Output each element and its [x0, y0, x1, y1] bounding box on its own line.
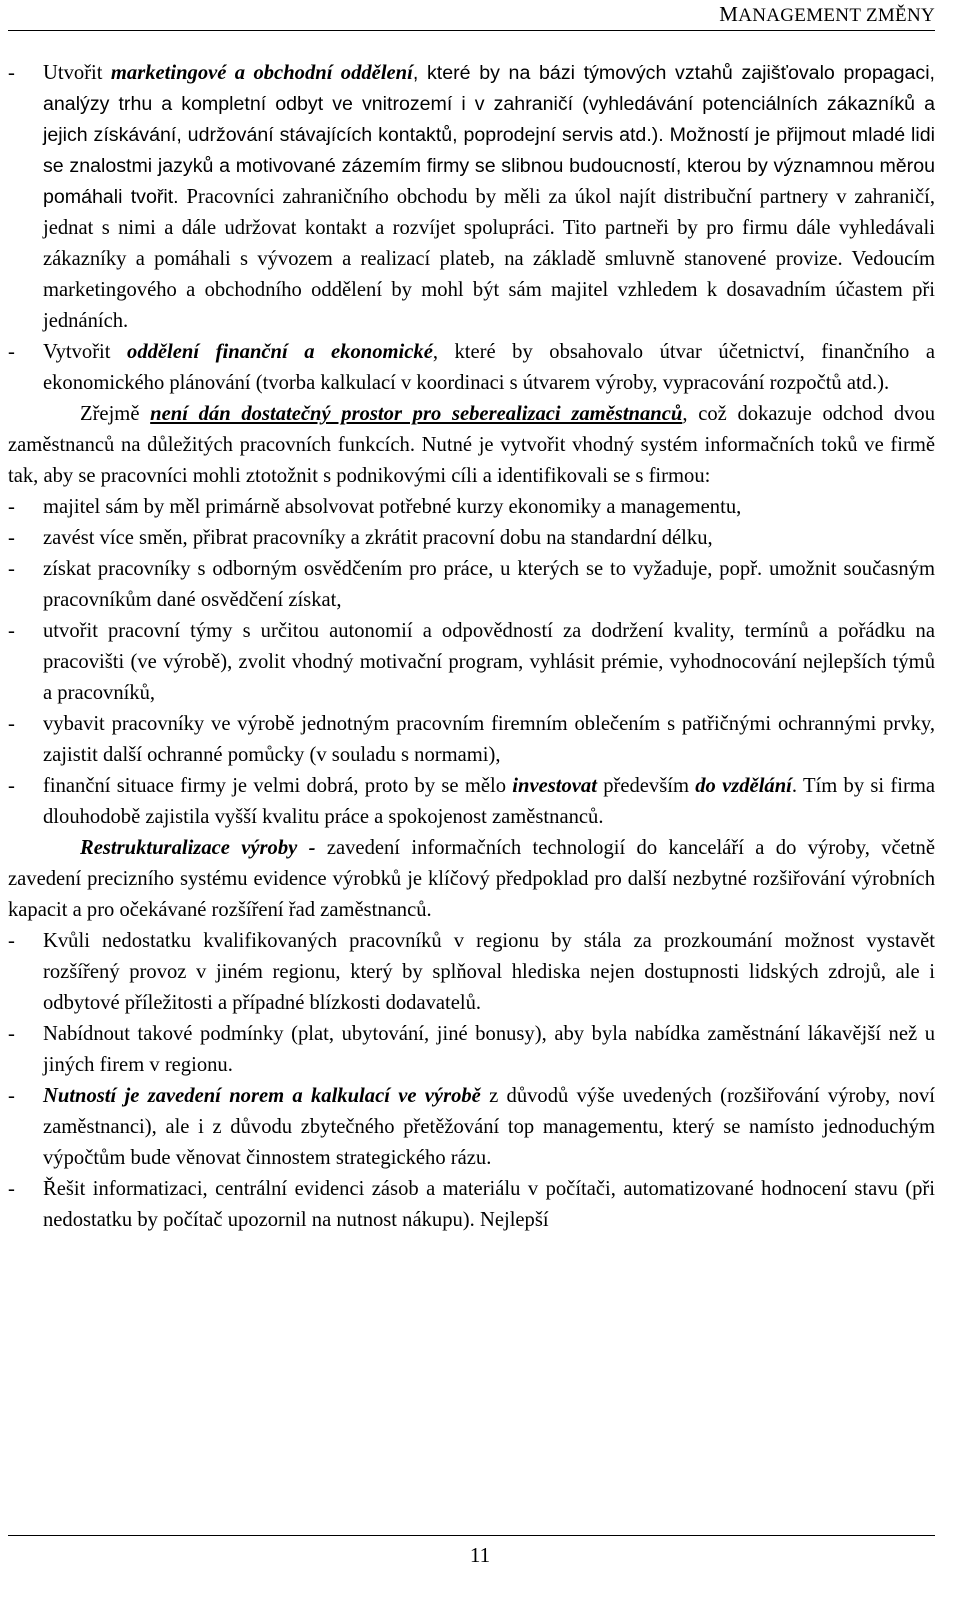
item-text: utvořit pracovní týmy s určitou autonomií a odpovědností za dodržení kvality, termínů a pořádku na pracovišti (ve výrobě), zvolit vhodný motivační program, vyhlásit prémie, vyhodnocování nejlepších týmů a pracovníků, — [43, 620, 935, 704]
list-item — [8, 554, 935, 616]
item-emphasis: investovat — [512, 775, 597, 797]
item-text: Řešit informatizaci, centrální evidenci zásob a materiálu v počítači, automatizované hodnocení stavu (při nedostatku by počítač upozornil na nutnost nákupu). Nejlepší — [43, 1178, 935, 1231]
running-header — [719, 2, 935, 27]
item-text: , které by na bázi týmových vztahů zajišťovalo propagaci, analýzy trhu a kompletní odbyt ve vnitrozemí i v zahraničí (vyhledávání potenciálních zákazníků a jejich získávání, udržování stávajících kontaktů, poprodejní servis atd.). Možností je přijmout mladé lidi se znalostmi jazyků a motivované zázemím firmy se slibnou budoucností, kterou by významnou měrou pomáhali tvořit. — [43, 62, 936, 208]
list-item — [8, 1081, 935, 1174]
header-title: ANAGEMENT ZMĚNY — [738, 5, 935, 26]
list-item — [8, 492, 935, 523]
bullet-dash: - — [8, 496, 15, 518]
bullet-dash: - — [8, 1023, 15, 1045]
bullet-dash: - — [8, 620, 15, 642]
bullet-dash: - — [8, 775, 15, 797]
item-text: . Tím by si firma dlouhodobě zajistila vyšší kvalitu práce a spokojenost zaměstnanců. — [43, 775, 935, 828]
item-text: Kvůli nedostatku kvalifikovaných pracovníků v regionu by stála za prozkoumání možnost vystavět rozšířený provoz v jiném regionu, který by splňoval hlediska nejen dostupnosti lidských zdrojů, ale i odbytové příležitosti a případné blízkosti dodavatelů. — [43, 930, 935, 1014]
item-text: majitel sám by měl primárně absolvovat potřebné kurzy ekonomiky a managementu, — [43, 496, 742, 518]
header-rule — [8, 30, 935, 31]
paragraph-emphasis: není dán dostatečný prostor pro seberealizaci zaměstnanců — [150, 403, 683, 425]
list-item — [8, 1019, 935, 1081]
paragraph-text: Zřejmě — [80, 403, 151, 425]
bullet-dash: - — [8, 527, 15, 549]
item-text: , které by obsahovalo útvar účetnictví, finančního a ekonomického plánování (tvorba kalkulací v koordinaci s útvarem výroby, vypracování rozpočtů atd.). — [43, 341, 936, 394]
list-item — [8, 523, 935, 554]
page-number: 11 — [469, 1543, 491, 1567]
paragraph — [8, 399, 935, 492]
bullet-dash: - — [8, 930, 15, 952]
list-item — [8, 709, 935, 771]
item-text: Pracovníci zahraničního obchodu by měli za úkol najít distribuční partnery v zahraničí, jednat s nimi a dále udržovat kontakt a rozvíjet spolupráci. Tito partneři by pro firmu dále vyhledávali zákazníky a pomáhali s vývozem a realizací plateb, na základě smluvně stanovené provize. Vedoucím marketingového a obchodního oddělení by mohl být sám majitel vzhledem k dosavadním účastem při jednáních. — [43, 186, 935, 332]
list-item — [8, 616, 935, 709]
header-initial: M — [719, 2, 739, 26]
bullet-dash: - — [8, 1085, 15, 1107]
item-text: z důvodů výše uvedených (rozšiřování výroby, noví zaměstnanci), ale i z důvodu zbytečného přetěžování top managementu, který se namísto jednoduchým výpočtům bude věnovat činnostem strategického rázu. — [43, 1085, 935, 1169]
item-text: Utvořit — [43, 62, 111, 84]
paragraph — [8, 833, 935, 926]
list-item — [8, 1174, 935, 1236]
item-emphasis: do vzdělání — [695, 775, 792, 797]
item-text: Nabídnout takové podmínky (plat, ubytování, jiné bonusy), aby byla nabídka zaměstnání lákavější než u jiných firem v regionu. — [43, 1023, 935, 1076]
bullet-dash: - — [8, 1178, 15, 1200]
body-text — [8, 58, 935, 1236]
item-text: především — [596, 775, 696, 797]
item-emphasis: oddělení finanční a ekonomické — [127, 341, 433, 363]
paragraph-text: , což dokazuje odchod dvou zaměstnanců na důležitých pracovních funkcích. Nutné je vytvořit vhodný systém informačních toků ve firmě tak, aby se pracovníci mohli ztotožnit s podnikovými cíli a identifikovali se s firmou: — [8, 403, 936, 487]
item-emphasis: marketingové a obchodní oddělení — [110, 62, 413, 84]
list-item — [8, 771, 935, 833]
footer-rule — [8, 1535, 935, 1536]
list-item — [8, 58, 935, 337]
bullet-dash: - — [8, 62, 15, 84]
bullet-dash: - — [8, 341, 15, 363]
bullet-dash: - — [8, 713, 15, 735]
paragraph-emphasis: Restrukturalizace výroby - — [80, 837, 316, 859]
list-item — [8, 926, 935, 1019]
paragraph-text: zavedení informačních technologií do kanceláří a do výroby, včetně zavedení precizního systému evidence výrobků je klíčový předpoklad pro další nezbytné rozšiřování výrobních kapacit a pro očekávané rozšíření řad zaměstnanců. — [8, 837, 935, 921]
item-text: zavést více směn, přibrat pracovníky a zkrátit pracovní dobu na standardní délku, — [43, 527, 713, 549]
item-text: získat pracovníky s odborným osvědčením pro práce, u kterých se to vyžaduje, popř. umožnit současným pracovníkům dané osvědčení získat, — [43, 558, 935, 611]
item-emphasis: Nutností je zavedení norem a kalkulací ve výrobě — [43, 1085, 481, 1107]
list-item — [8, 337, 935, 399]
item-text: Vytvořit — [43, 341, 128, 363]
item-text: finanční situace firmy je velmi dobrá, proto by se mělo — [43, 775, 513, 797]
bullet-dash: - — [8, 558, 15, 580]
item-text: vybavit pracovníky ve výrobě jednotným pracovním firemním oblečením s patřičnými ochrannými prvky, zajistit další ochranné pomůcky (v souladu s normami), — [43, 713, 935, 766]
